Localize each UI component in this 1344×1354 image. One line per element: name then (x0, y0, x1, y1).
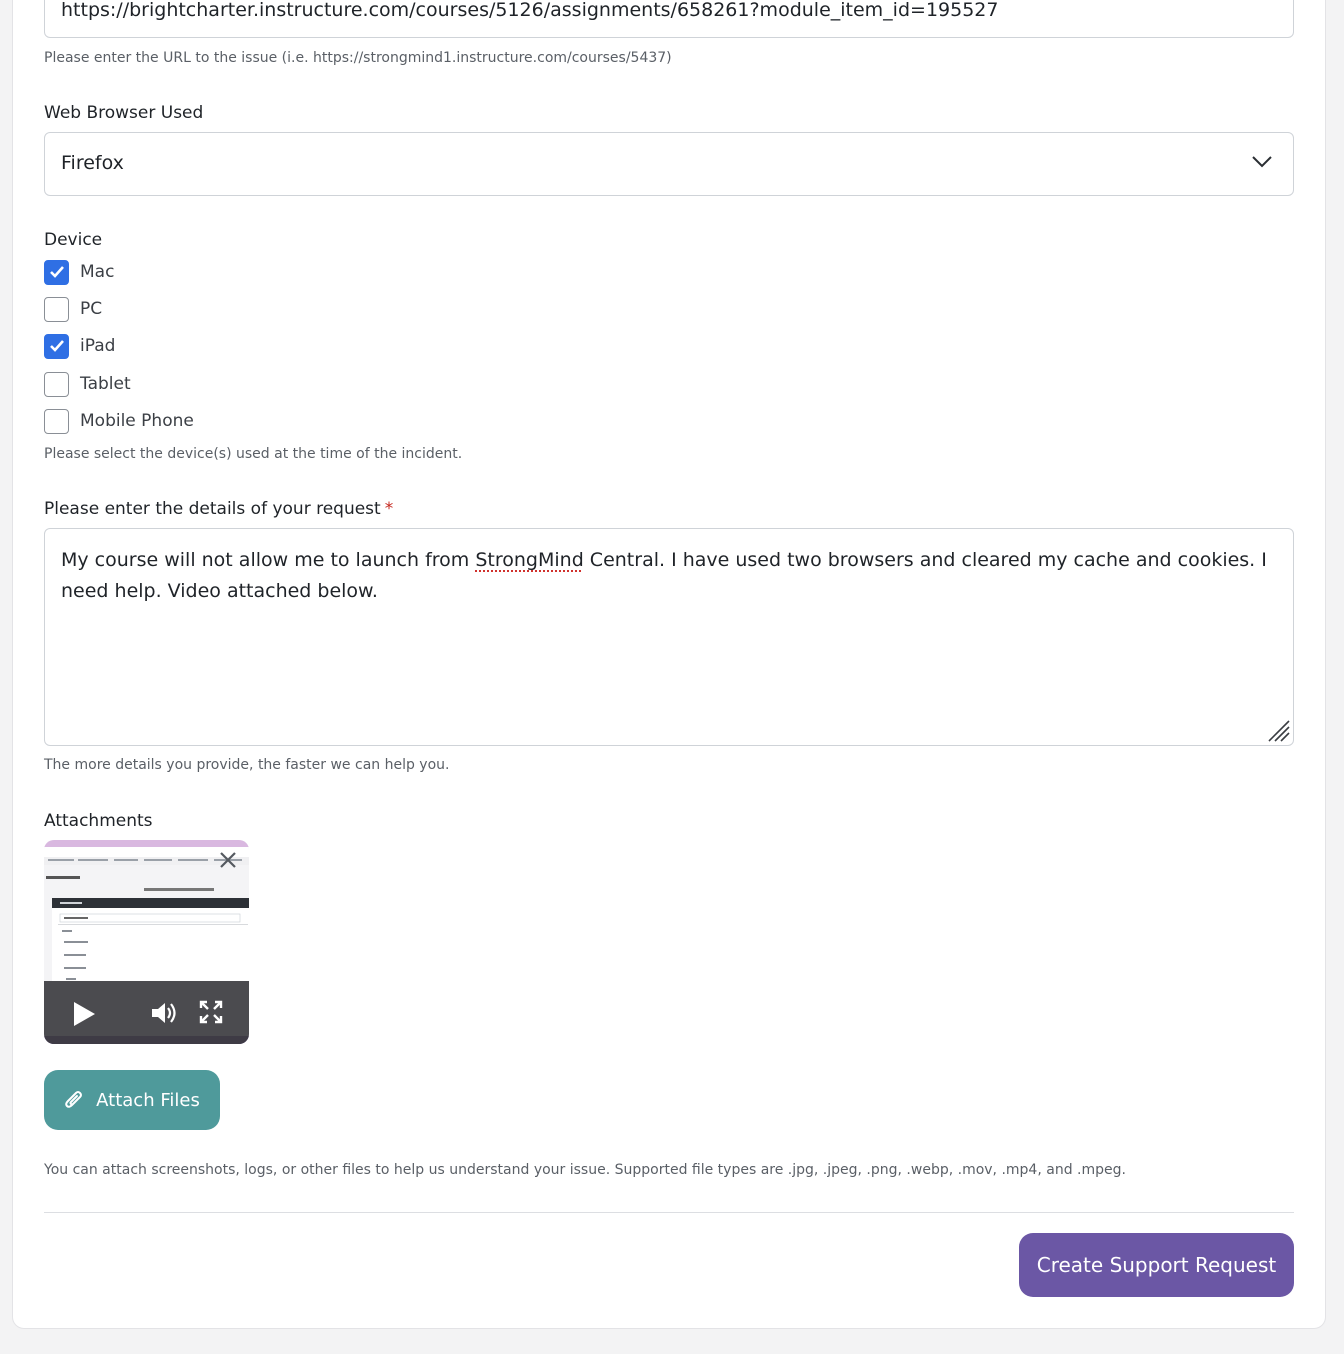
spellcheck-word: StrongMind (475, 549, 584, 571)
tablet-label: Tablet (80, 374, 131, 394)
details-label (44, 499, 393, 519)
browser-label: Web Browser Used (44, 103, 204, 123)
mac-label: Mac (80, 262, 115, 282)
issue-url-input[interactable] (44, 0, 1294, 38)
device-option-tablet[interactable] (44, 371, 131, 397)
mobile-phone-label: Mobile Phone (80, 411, 194, 431)
tablet-checkbox[interactable] (44, 372, 69, 397)
attach-files-label: Attach Files (96, 1089, 200, 1111)
attachments-label: Attachments (44, 811, 153, 831)
device-option-ipad[interactable] (44, 333, 115, 359)
video-controls-bar (44, 981, 249, 1044)
paperclip-icon (64, 1089, 84, 1111)
issue-url-value: https://brightcharter.instructure.com/courses/5126/assignments/658261?module_item_id=195527 (61, 0, 999, 21)
ipad-label: iPad (80, 336, 116, 356)
pc-label: PC (80, 299, 103, 319)
video-attachment-thumbnail[interactable] (44, 840, 249, 1044)
details-text-part: My course will not allow me to launch from (61, 549, 476, 571)
device-label: Device (44, 230, 103, 250)
details-label-text: Please enter the details of your request (44, 499, 381, 519)
mobile-phone-checkbox[interactable] (44, 409, 69, 434)
ipad-checkbox[interactable] (44, 334, 69, 359)
play-icon[interactable] (72, 1001, 96, 1027)
details-text (61, 545, 1277, 607)
details-text-part: Central. I have used two browsers and cleared my cache and cookies. I need help. Video attached below. (61, 549, 1267, 602)
device-option-mac[interactable] (44, 259, 114, 285)
attach-files-button[interactable] (44, 1070, 220, 1130)
form-divider (44, 1212, 1294, 1213)
details-textarea[interactable] (44, 528, 1294, 746)
fullscreen-icon[interactable] (199, 1000, 223, 1024)
mac-checkbox[interactable] (44, 260, 69, 285)
volume-icon[interactable] (150, 1000, 178, 1026)
device-option-mobile-phone[interactable] (44, 408, 194, 434)
device-help: Please select the device(s) used at the time of the incident. (44, 446, 463, 462)
create-support-request-button[interactable] (1019, 1233, 1294, 1297)
pc-checkbox[interactable] (44, 297, 69, 322)
create-support-request-label: Create Support Request (1036, 1253, 1277, 1277)
browser-selected-value: Firefox (61, 152, 124, 174)
details-help: The more details you provide, the faster we can help you. (44, 757, 450, 773)
remove-attachment-close-icon[interactable] (219, 851, 237, 869)
required-marker: * (384, 499, 394, 519)
resize-handle-icon[interactable] (1265, 717, 1291, 743)
attachments-help: You can attach screenshots, logs, or other files to help us understand your issue. Supported file types are .jpg, .jpeg, .png, .webp, .mov, .mp4, and .mpeg. (44, 1162, 1126, 1178)
checkmark-icon (49, 265, 65, 279)
chevron-down-icon (1251, 155, 1273, 169)
device-option-pc[interactable] (44, 296, 102, 322)
issue-url-help: Please enter the URL to the issue (i.e. https://strongmind1.instructure.com/courses/5437) (44, 50, 672, 66)
browser-select[interactable] (44, 132, 1294, 196)
checkmark-icon (49, 339, 65, 353)
